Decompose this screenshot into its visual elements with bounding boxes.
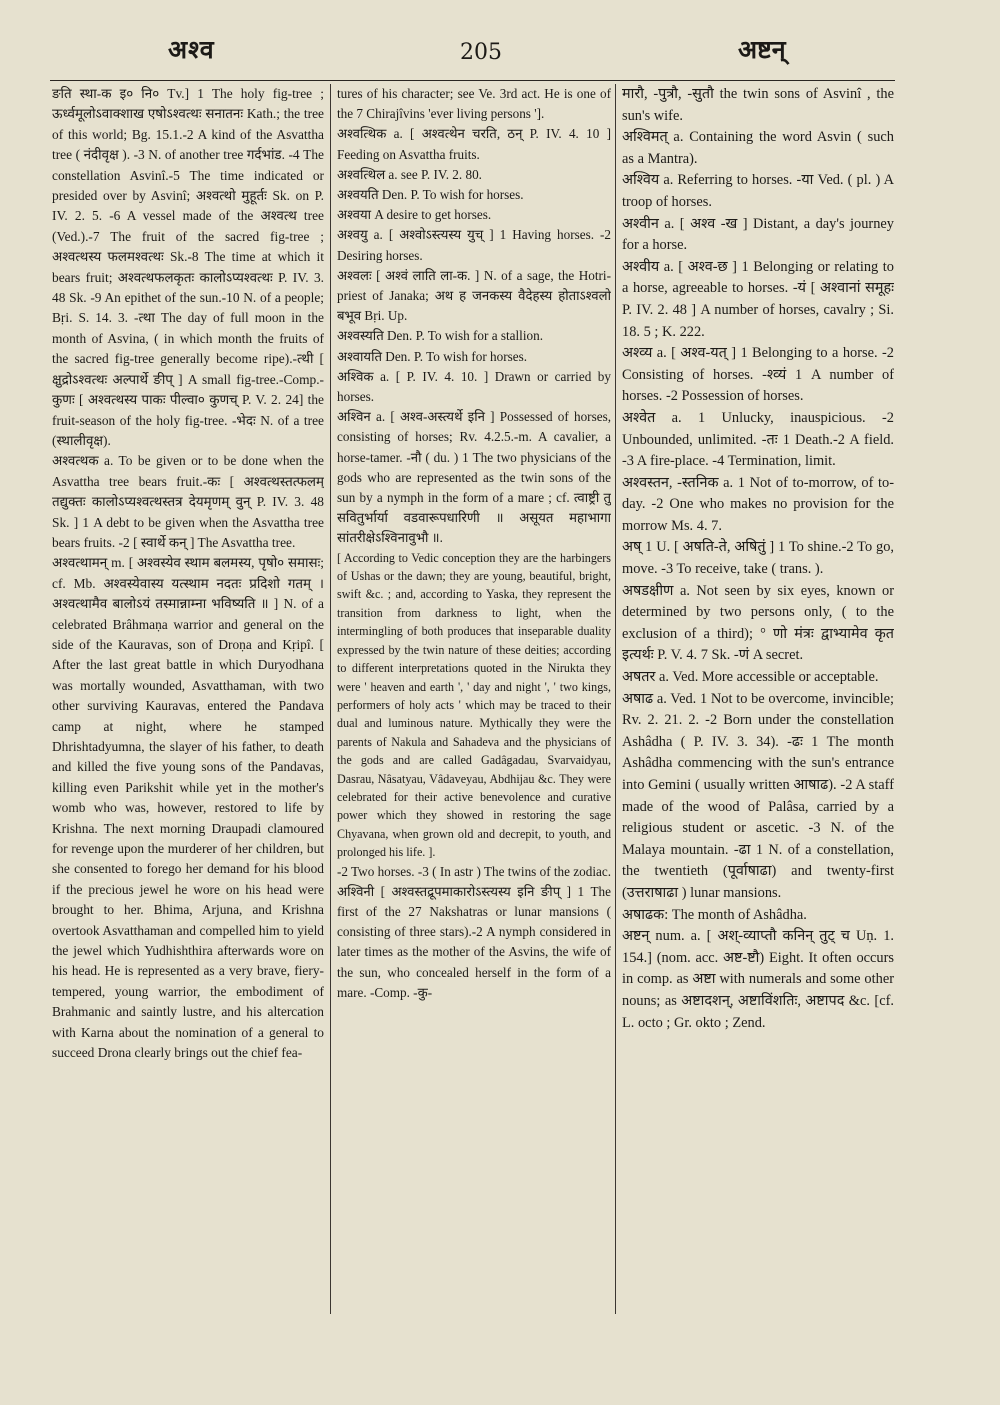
entry: अश्वत्थिल a. see P. IV. 2. 80. <box>337 166 482 182</box>
column-1 <box>52 84 324 1314</box>
entry: अश्वयु a. [ अश्वोऽस्त्यस्य युच् ] 1 Having horses. -2 Desiring horses. <box>337 227 611 263</box>
entry: -2 Two horses. -3 ( In astr ) The twins of the zodiac. <box>337 863 611 879</box>
entry: अष्टन् num. a. [ अश्-व्याप्तौ कनिन् तुट् च Uṇ. 1. 154.] (nom. acc. अष्ट-ष्टौ) Eight. It often occurs in comp. as अष्टा with numerals and some other nouns; as अष्टादशन्, अष्टाविंशतिः, अष्टापद &c. [cf. L. octo ; Gr. okto ; Zend. <box>622 928 894 1031</box>
entry-note: [ According to Vedic conception they are the harbingers of Ushas or the dawn; they are young, beautiful, bright, swift &c. ; and, according to Yaska, they represent the transition from darkness to light, when the intermingling of both produces that inseparable duality expressed by the twin nature of these deities; according to different interpretations quoted in the Nirukta they were ' heaven and earth ', ' day and night ', ' two kings, performers of holy acts ' which may be traced to their dual and luminous nature. Mythically they were the parents of Nakula and Sahadeva and the physicians of the gods and are called Gadâgadau, Svarvaidyau, Dasrau, Nâsatyau, Vâdaveyau, Abdhijau &c. They were celebrated for their active benevolence and curative power which they showed in restoring the sage Chyavana, when grown old and decrepit, to youth, and prolonged his life. ]. <box>337 550 611 860</box>
entry: अश्वलः [ अश्वं लाति ला-क. ] N. of a sage, the Hotri-priest of Janaka; अथ ह जनकस्य वैदेहस्य होताऽश्वलो बभूव Bṛi. Up. <box>337 267 611 324</box>
entry: मारौ, -पुत्रौ, -सुतौ the twin sons of Asvinî , the sun's wife. <box>622 86 894 124</box>
entry: अषाढ a. Ved. 1 Not to be overcome, invincible; Rv. 2. 21. 2. -2 Born under the constellation Ashâdha ( P. IV. 3. 34). -ढः 1 The month Ashâdha commencing with the sun's entrance into Gemini ( usually written आषाढ). -2 A staff made of the wood of Palâsa, carried by a religious student or ascetic. -3 N. of the Malaya mountain. -ढा 1 N. of a constellation, the twentieth (पूर्वाषाढा) and twenty-first (उत्तराषाढा ) lunar mansions. <box>622 690 894 901</box>
entry: अश्वयति Den. P. To wish for horses. <box>337 187 524 203</box>
entry: ङति स्था-क इ० नि० Tv.] 1 The holy fig-tree ; ऊर्ध्वमूलोऽवाक्शाख एषोऽश्वत्थः सनातनः Kath.; the tree of this world; Bg. 15.1.-2 A kind of the Asvattha tree ( नंदीवृक्ष ). -3 N. of another tree गर्दभांड. -4 The constellation Asvinî.-5 The time indicated or presided over by Asvinî; अश्वत्थो मुहूर्तः Sk. on P. IV. 2. 5. -6 A vessel made of the अश्वत्थ tree (Ved.).-7 The fruit of the sacred fig-tree ; अश्वत्थस्य फलमश्वत्थः Sk.-8 The time at which it bears fruit; अश्वत्थफलकृतः कालोऽप्यश्वत्थः P. IV. 3. 48 Sk. -9 An epithet of the sun.-10 N. of a people; Bṛi. S. 14. 3. -त्था The day of full moon in the month of Asvina, ( in which month the fruits of the sacred fig-tree generally become ripe).-त्थी [ क्षुद्रोऽश्वत्थः अल्पार्थे ङीप् ] A small fig-tree.-Comp.-कुणः [ अश्वत्थस्य पाकः पील्वा० कुणच् P. V. 2. 24] the fruit-season of the holy fig-tree. -भेदः N. of a tree (स्थालीवृक्ष). <box>52 86 324 448</box>
entry: अश्वस्तन, -स्तनिक a. 1 Not of to-morrow, of to-day. -2 One who makes no provision for the morrow Ms. 4. 7. <box>622 474 894 534</box>
entry: अश्विक a. [ P. IV. 4. 10. ] Drawn or carried by horses. <box>337 368 611 405</box>
column-3 <box>622 84 894 1314</box>
header-rule <box>50 80 895 81</box>
right-guide-word: अष्टन् <box>738 35 786 64</box>
entry: अश्विनी [ अश्वस्तद्रूपमाकारोऽस्त्यस्य इनि ङीप् ] 1 The first of the 27 Nakshatras or lunar mansions ( consisting of three stars).-2 A nymph considered in later times as the mother of the Asvins, the wife of the sun, who concealed herself in the form of a mare. -Comp. -कु- <box>337 883 611 1000</box>
entry: अश्विन a. [ अश्व-अस्त्यर्थे इनि ] Possessed of horses, consisting of horses; Rv. 4.2.5.-m. A cavalier, a horse-tamer. -नौ ( du. ) 1 The two physicians of the gods who are represented as the twin sons of the sun by a nymph in the form of a mare ; cf. त्वाष्ट्री तु सवितुर्भार्या वडवारूपधारिणी ॥ असूयत महाभागा सांतरीक्षेऽश्विनावुभौ ॥. <box>337 409 611 546</box>
entry: अषतर a. Ved. More accessible or acceptable. <box>622 669 879 686</box>
entry: अश्वायति Den. P. To wish for horses. <box>337 348 527 364</box>
column-divider <box>615 84 616 1314</box>
entry: अश्वीन a. [ अश्व -ख ] Distant, a day's journey for a horse. <box>622 215 894 254</box>
left-guide-word: अश्व <box>168 35 215 64</box>
entry: अश्वेत a. 1 Unlucky, inauspicious. -2 Unbounded, unlimited. -तः 1 Death.-2 A field. -3 A fire-place. -4 Termination, limit. <box>622 409 894 470</box>
entry: अश्वत्थामन् m. [ अश्वस्येव स्थाम बलमस्य, पृषो० समासः; cf. Mb. अश्वस्येवास्य यत्स्थाम नदतः प्रदिशो गतम् । अश्वत्थामैव बालोऽयं तस्मान्नाम्ना भविष्यति ॥ ] N. of a celebrated Brâhmaṇa warrior and general on the side of the Kauravas, son of Droṇa and Kṛipî. [ After the last great battle in which Duryodhana was mortally wounded, Asvatthaman, with two other surviving Kauravas, entered the Pandava camp at night, where he stamped Dhrishtadyumna, the slayer of his father, to death and killed the five young sons of the Pandavas, killing even Parikshit while yet in the mother's womb who was, however, restored to life by Krishna. The next morning Draupadi clamoured for revenge upon the murderer of her children, but she consented to forego her demand for his blood if the precious jewel he wore on his head were brought to her. Bhima, Arjuna, and Krishna overtook Asvatthaman and compelled him to yield the jewel which Yudhishthira afterwards wore on his head. He is represented as a very brave, fiery-tempered, young warrior, the embodiment of Brahmanic and saintly lustre, and his altercation with Karna about the nomination of a general to succeed Drona clearly brings out the chief fea- <box>52 555 324 1061</box>
page-number: 205 <box>460 40 502 65</box>
column-2 <box>337 84 611 1314</box>
entry: अश्विय a. Referring to horses. -या Ved. ( pl. ) A troop of horses. <box>622 172 894 210</box>
entry: tures of his character; see Ve. 3rd act. He is one of the 7 Chirajîvins 'ever living persons ']. <box>337 86 611 122</box>
entry: अषडक्षीण a. Not seen by six eyes, known or determined by two persons only, ( to the exclusion of a third); ° णो मंत्रः द्वाभ्यामेव कृत इत्यर्थः P. V. 4. 7 Sk. -णं A secret. <box>622 582 894 664</box>
entry: अष् 1 U. [ अषति-ते, अषितुं ] 1 To shine.-2 To go, move. -3 To receive, take ( trans. ). <box>622 539 894 578</box>
entry: अश्वस्यति Den. P. To wish for a stallion. <box>337 328 543 344</box>
entry: अश्वत्थक a. To be given or to be done when the Asvattha tree bears fruit.-कः [ अश्वत्थस्तत्फलम् तद्युक्तः कालोऽप्यश्वत्थस्तत्र देयमृणम् वुन् P. IV. 3. 48 Sk. ] 1 A debt to be given when the Asvattha tree bears fruits. -2 [ स्वार्थे कन् ] The Asvattha tree. <box>52 453 324 550</box>
entry: अश्व्य a. [ अश्व-यत् ] 1 Belonging to a horse. -2 Consisting of horses. -श्व्यं 1 A number of horses. -2 Possession of horses. <box>622 345 894 405</box>
entry: अश्वत्थिक a. [ अश्वत्थेन चरति, ठन् P. IV. 4. 10 ] Feeding on Asvattha fruits. <box>337 126 611 162</box>
entry: अषाढक: The month of Ashâdha. <box>622 906 807 923</box>
entry: अश्वीय a. [ अश्व-छ ] 1 Belonging or relating to a horse, agreeable to horses. -यं [ अश्वानां समूहः P. IV. 2. 48 ] A number of horses, cavalry ; Si. 18. 5 ; K. 222. <box>622 258 894 340</box>
entry: अश्विमत् a. Containing the word Asvin ( such as a Mantra). <box>622 129 894 167</box>
entry: अश्वया A desire to get horses. <box>337 207 492 223</box>
column-divider <box>330 84 331 1314</box>
